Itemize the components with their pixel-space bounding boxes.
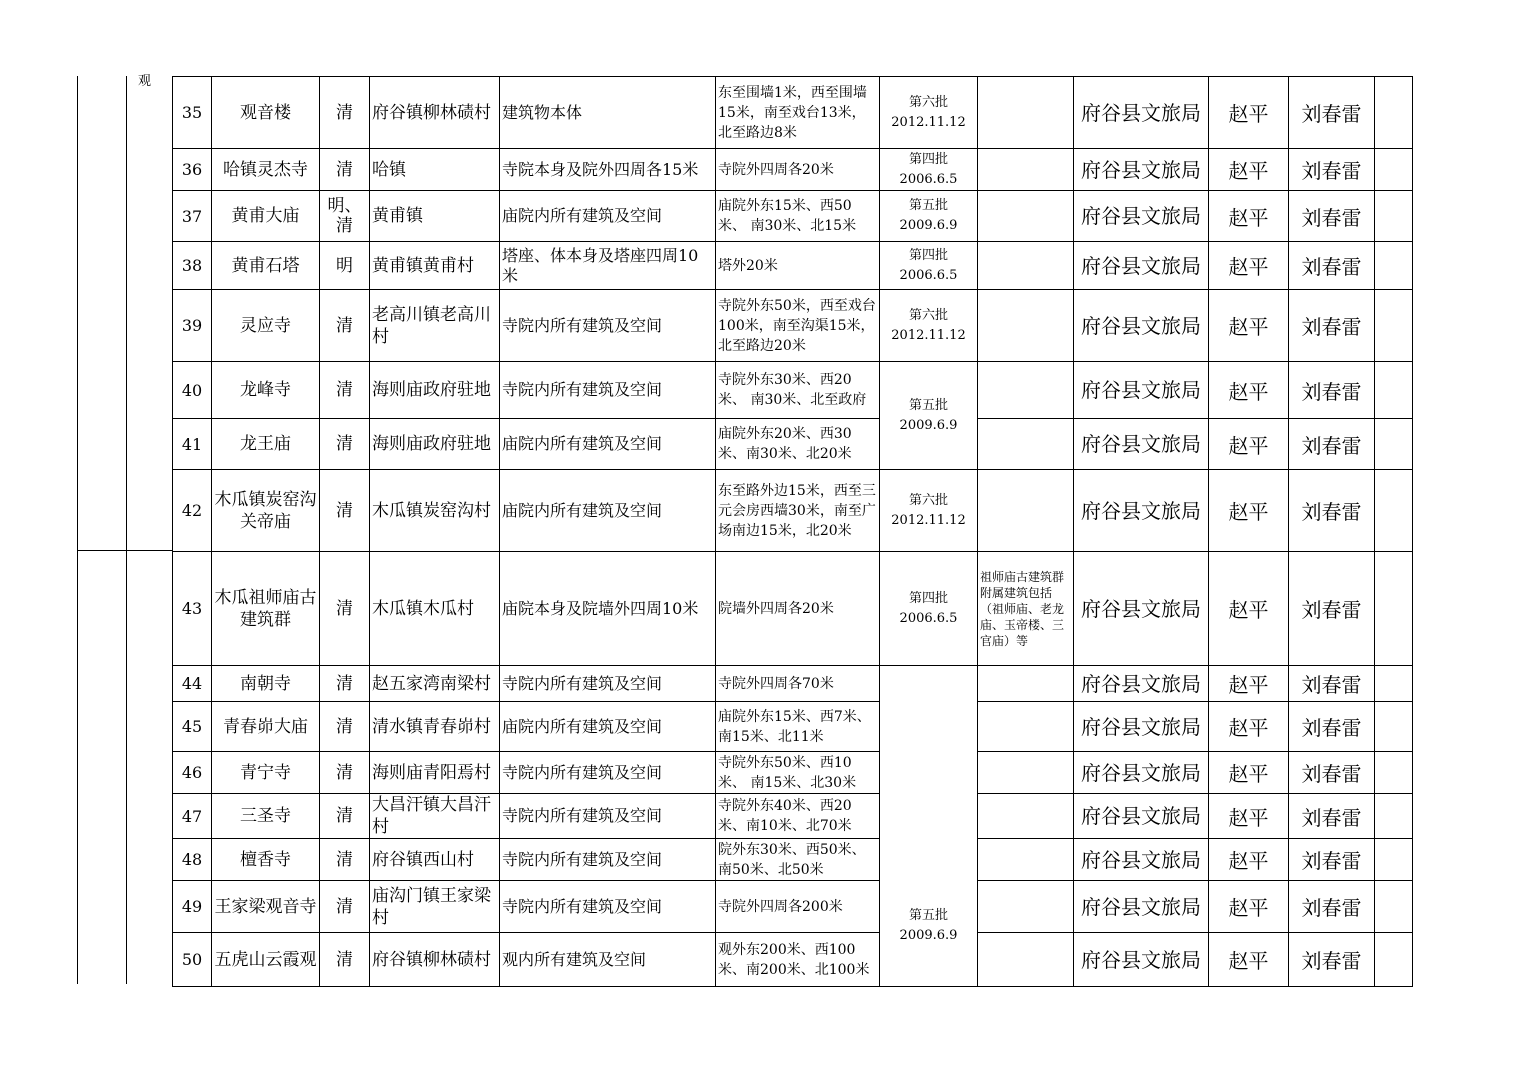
management-unit: 府谷县文旅局 <box>1074 881 1209 933</box>
row-number: 49 <box>173 881 212 933</box>
control-zone: 东至围墙1米，西至围墙15米，南至戏台13米，北至路边8米 <box>716 77 880 149</box>
batch-label: 第五批 <box>908 908 948 923</box>
empty-cell <box>1375 702 1413 752</box>
era: 清 <box>320 362 370 419</box>
location: 清水镇青春峁村 <box>370 702 500 752</box>
era: 清 <box>320 794 370 839</box>
person-2: 刘春雷 <box>1289 242 1375 290</box>
protection-scope: 寺院内所有建筑及空间 <box>500 839 716 881</box>
table-row <box>173 149 1413 191</box>
row-number: 48 <box>173 839 212 881</box>
table-row <box>173 881 1413 933</box>
row-number: 38 <box>173 242 212 290</box>
person-1: 赵平 <box>1209 752 1289 794</box>
person-1: 赵平 <box>1209 470 1289 552</box>
person-1: 赵平 <box>1209 933 1289 987</box>
era: 清 <box>320 470 370 552</box>
heritage-table <box>172 76 1413 987</box>
site-name: 龙峰寺 <box>212 362 320 419</box>
batch-label: 第四批 <box>908 247 948 263</box>
location: 府谷镇柳林碛村 <box>370 77 500 149</box>
location: 府谷镇柳林碛村 <box>370 933 500 987</box>
table-row <box>173 419 1413 470</box>
protection-scope: 寺院本身及院外四周各15米 <box>500 149 716 191</box>
note <box>978 666 1074 702</box>
control-zone: 塔外20米 <box>716 242 880 290</box>
control-zone: 寺院外东30米、西20米、 南30米、北至政府 <box>716 362 880 419</box>
row-number: 43 <box>173 552 212 666</box>
era: 清 <box>320 149 370 191</box>
control-zone: 观外东200米、西100米、南200米、北100米 <box>716 933 880 987</box>
empty-cell <box>1375 290 1413 362</box>
batch-date: 2006.6.5 <box>899 267 958 283</box>
management-unit: 府谷县文旅局 <box>1074 242 1209 290</box>
table-row <box>173 933 1413 987</box>
person-1: 赵平 <box>1209 290 1289 362</box>
site-name: 木瓜祖师庙古建筑群 <box>212 552 320 666</box>
control-zone: 寺院外四周各200米 <box>716 881 880 933</box>
table-row <box>173 552 1413 666</box>
note <box>978 242 1074 290</box>
person-2: 刘春雷 <box>1289 77 1375 149</box>
row-number: 47 <box>173 794 212 839</box>
protection-scope: 寺院内所有建筑及空间 <box>500 666 716 702</box>
site-name: 檀香寺 <box>212 839 320 881</box>
row-number: 45 <box>173 702 212 752</box>
protection-scope: 塔座、体本身及塔座四周10米 <box>500 242 716 290</box>
location: 木瓜镇木瓜村 <box>370 552 500 666</box>
location: 哈镇 <box>370 149 500 191</box>
batch-label: 第六批 <box>908 492 948 508</box>
location: 庙沟门镇王家梁村 <box>370 881 500 933</box>
person-2: 刘春雷 <box>1289 933 1375 987</box>
batch-date: 2012.11.12 <box>891 512 966 528</box>
location: 大昌汗镇大昌汗村 <box>370 794 500 839</box>
control-zone: 寺院外四周各70米 <box>716 666 880 702</box>
table-row <box>173 666 1413 702</box>
note <box>978 702 1074 752</box>
empty-cell <box>1375 191 1413 242</box>
table-row <box>173 702 1413 752</box>
empty-cell <box>1375 752 1413 794</box>
table-row <box>173 794 1413 839</box>
person-1: 赵平 <box>1209 702 1289 752</box>
management-unit: 府谷县文旅局 <box>1074 552 1209 666</box>
location: 黄甫镇黄甫村 <box>370 242 500 290</box>
table-row <box>173 191 1413 242</box>
batch-date: 2006.6.5 <box>899 610 958 626</box>
row-number: 35 <box>173 77 212 149</box>
person-1: 赵平 <box>1209 191 1289 242</box>
site-name: 五虎山云霞观 <box>212 933 320 987</box>
note <box>978 149 1074 191</box>
batch-cell <box>880 191 978 242</box>
person-1: 赵平 <box>1209 839 1289 881</box>
batch-cell <box>880 290 978 362</box>
note <box>978 839 1074 881</box>
era: 明、清 <box>320 191 370 242</box>
protection-scope: 庙院内所有建筑及空间 <box>500 470 716 552</box>
control-zone: 庙院外东15米、西7米、南15米、北11米 <box>716 702 880 752</box>
note <box>978 290 1074 362</box>
location: 海则庙青阳焉村 <box>370 752 500 794</box>
note: 祖师庙古建筑群附属建筑包括（祖师庙、老龙庙、玉帝楼、三官庙）等 <box>978 552 1074 666</box>
empty-cell <box>1375 933 1413 987</box>
row-number: 36 <box>173 149 212 191</box>
person-1: 赵平 <box>1209 362 1289 419</box>
site-name: 哈镇灵杰寺 <box>212 149 320 191</box>
protection-scope: 寺院内所有建筑及空间 <box>500 752 716 794</box>
person-2: 刘春雷 <box>1289 702 1375 752</box>
person-2: 刘春雷 <box>1289 470 1375 552</box>
era: 清 <box>320 702 370 752</box>
protection-scope: 观内所有建筑及空间 <box>500 933 716 987</box>
management-unit: 府谷县文旅局 <box>1074 794 1209 839</box>
control-zone: 寺院外四周各20米 <box>716 149 880 191</box>
management-unit: 府谷县文旅局 <box>1074 470 1209 552</box>
person-2: 刘春雷 <box>1289 839 1375 881</box>
person-1: 赵平 <box>1209 419 1289 470</box>
left-border-line <box>77 76 78 984</box>
batch-date: 2012.11.12 <box>891 114 966 130</box>
site-name: 观音楼 <box>212 77 320 149</box>
protection-scope: 庙院内所有建筑及空间 <box>500 419 716 470</box>
era: 清 <box>320 881 370 933</box>
era: 清 <box>320 666 370 702</box>
group-divider-line <box>77 550 173 551</box>
location: 老高川镇老高川村 <box>370 290 500 362</box>
protection-scope: 寺院内所有建筑及空间 <box>500 881 716 933</box>
batch-cell <box>880 470 978 552</box>
note <box>978 362 1074 419</box>
table-row <box>173 470 1413 552</box>
management-unit: 府谷县文旅局 <box>1074 666 1209 702</box>
person-1: 赵平 <box>1209 242 1289 290</box>
location: 黄甫镇 <box>370 191 500 242</box>
person-2: 刘春雷 <box>1289 752 1375 794</box>
era: 清 <box>320 933 370 987</box>
batch-cell <box>880 77 978 149</box>
person-2: 刘春雷 <box>1289 881 1375 933</box>
category-stub-char: 观 <box>138 74 152 89</box>
table-row <box>173 839 1413 881</box>
site-name: 三圣寺 <box>212 794 320 839</box>
control-zone: 寺院外东50米、西10米、 南15米、北30米 <box>716 752 880 794</box>
row-number: 39 <box>173 290 212 362</box>
site-name: 龙王庙 <box>212 419 320 470</box>
person-1: 赵平 <box>1209 794 1289 839</box>
batch-date: 2009.6.9 <box>899 928 958 943</box>
control-zone: 院外东30米、西50米、 南50米、北50米 <box>716 839 880 881</box>
management-unit: 府谷县文旅局 <box>1074 191 1209 242</box>
empty-cell <box>1375 881 1413 933</box>
person-2: 刘春雷 <box>1289 419 1375 470</box>
empty-cell <box>1375 242 1413 290</box>
empty-cell <box>1375 794 1413 839</box>
control-zone: 庙院外东15米、西50米、 南30米、北15米 <box>716 191 880 242</box>
person-2: 刘春雷 <box>1289 794 1375 839</box>
table-row <box>173 362 1413 419</box>
era: 清 <box>320 77 370 149</box>
batch-label: 第五批 <box>908 397 948 413</box>
management-unit: 府谷县文旅局 <box>1074 933 1209 987</box>
note <box>978 881 1074 933</box>
note <box>978 470 1074 552</box>
person-2: 刘春雷 <box>1289 290 1375 362</box>
batch-label: 第四批 <box>908 590 948 606</box>
row-number: 42 <box>173 470 212 552</box>
era: 清 <box>320 419 370 470</box>
site-name: 青春峁大庙 <box>212 702 320 752</box>
era: 清 <box>320 839 370 881</box>
protection-scope: 庙院本身及院墙外四周10米 <box>500 552 716 666</box>
protection-scope: 寺院内所有建筑及空间 <box>500 362 716 419</box>
batch-cell-merged <box>880 362 978 470</box>
location: 海则庙政府驻地 <box>370 419 500 470</box>
note <box>978 419 1074 470</box>
location: 赵五家湾南梁村 <box>370 666 500 702</box>
management-unit: 府谷县文旅局 <box>1074 290 1209 362</box>
table-row <box>173 77 1413 149</box>
control-zone: 庙院外东20米、西30米、南30米、北20米 <box>716 419 880 470</box>
empty-cell <box>1375 470 1413 552</box>
table-row <box>173 290 1413 362</box>
person-2: 刘春雷 <box>1289 552 1375 666</box>
batch-date: 2009.6.9 <box>899 417 958 433</box>
location: 海则庙政府驻地 <box>370 362 500 419</box>
location: 木瓜镇炭窑沟村 <box>370 470 500 552</box>
table-row <box>173 242 1413 290</box>
location: 府谷镇西山村 <box>370 839 500 881</box>
site-name: 木瓜镇炭窑沟关帝庙 <box>212 470 320 552</box>
era: 清 <box>320 290 370 362</box>
row-number: 46 <box>173 752 212 794</box>
empty-cell <box>1375 149 1413 191</box>
protection-scope: 建筑物本体 <box>500 77 716 149</box>
site-name: 黄甫大庙 <box>212 191 320 242</box>
category-column-line <box>126 76 127 984</box>
note <box>978 191 1074 242</box>
person-1: 赵平 <box>1209 881 1289 933</box>
empty-cell <box>1375 839 1413 881</box>
batch-date: 2012.11.12 <box>891 327 966 343</box>
protection-scope: 寺院内所有建筑及空间 <box>500 794 716 839</box>
control-zone: 东至路外边15米，西至三元会房西墙30米，南至广场南边15米，北20米 <box>716 470 880 552</box>
batch-label: 第六批 <box>908 307 948 323</box>
row-number: 40 <box>173 362 212 419</box>
batch-date: 2006.6.5 <box>899 171 958 187</box>
control-zone: 院墙外四周各20米 <box>716 552 880 666</box>
batch-date: 2009.6.9 <box>899 218 958 233</box>
batch-cell <box>880 149 978 191</box>
note <box>978 752 1074 794</box>
person-1: 赵平 <box>1209 666 1289 702</box>
row-number: 44 <box>173 666 212 702</box>
person-1: 赵平 <box>1209 77 1289 149</box>
management-unit: 府谷县文旅局 <box>1074 149 1209 191</box>
era: 清 <box>320 752 370 794</box>
management-unit: 府谷县文旅局 <box>1074 702 1209 752</box>
empty-cell <box>1375 552 1413 666</box>
site-name: 黄甫石塔 <box>212 242 320 290</box>
protection-scope: 寺院内所有建筑及空间 <box>500 290 716 362</box>
row-number: 37 <box>173 191 212 242</box>
empty-cell <box>1375 77 1413 149</box>
person-2: 刘春雷 <box>1289 149 1375 191</box>
empty-cell <box>1375 362 1413 419</box>
era: 清 <box>320 552 370 666</box>
protection-scope: 庙院内所有建筑及空间 <box>500 702 716 752</box>
empty-cell <box>1375 666 1413 702</box>
note <box>978 77 1074 149</box>
site-name: 南朝寺 <box>212 666 320 702</box>
site-name: 王家梁观音寺 <box>212 881 320 933</box>
batch-label: 第四批 <box>908 151 948 167</box>
table-row <box>173 752 1413 794</box>
batch-cell <box>880 242 978 290</box>
batch-label: 第五批 <box>908 198 948 213</box>
batch-cell <box>880 552 978 666</box>
site-name: 灵应寺 <box>212 290 320 362</box>
protection-scope: 庙院内所有建筑及空间 <box>500 191 716 242</box>
note <box>978 794 1074 839</box>
management-unit: 府谷县文旅局 <box>1074 419 1209 470</box>
person-2: 刘春雷 <box>1289 666 1375 702</box>
control-zone: 寺院外东40米、西20米、南10米、北70米 <box>716 794 880 839</box>
row-number: 50 <box>173 933 212 987</box>
management-unit: 府谷县文旅局 <box>1074 77 1209 149</box>
management-unit: 府谷县文旅局 <box>1074 362 1209 419</box>
person-1: 赵平 <box>1209 552 1289 666</box>
row-number: 41 <box>173 419 212 470</box>
control-zone: 寺院外东50米，西至戏台100米，南至沟渠15米，北至路边20米 <box>716 290 880 362</box>
empty-cell <box>1375 419 1413 470</box>
person-2: 刘春雷 <box>1289 362 1375 419</box>
management-unit: 府谷县文旅局 <box>1074 752 1209 794</box>
era: 明 <box>320 242 370 290</box>
batch-label: 第六批 <box>908 94 948 110</box>
note <box>978 933 1074 987</box>
batch-cell-merged <box>880 666 978 987</box>
management-unit: 府谷县文旅局 <box>1074 839 1209 881</box>
person-1: 赵平 <box>1209 149 1289 191</box>
site-name: 青宁寺 <box>212 752 320 794</box>
person-2: 刘春雷 <box>1289 191 1375 242</box>
